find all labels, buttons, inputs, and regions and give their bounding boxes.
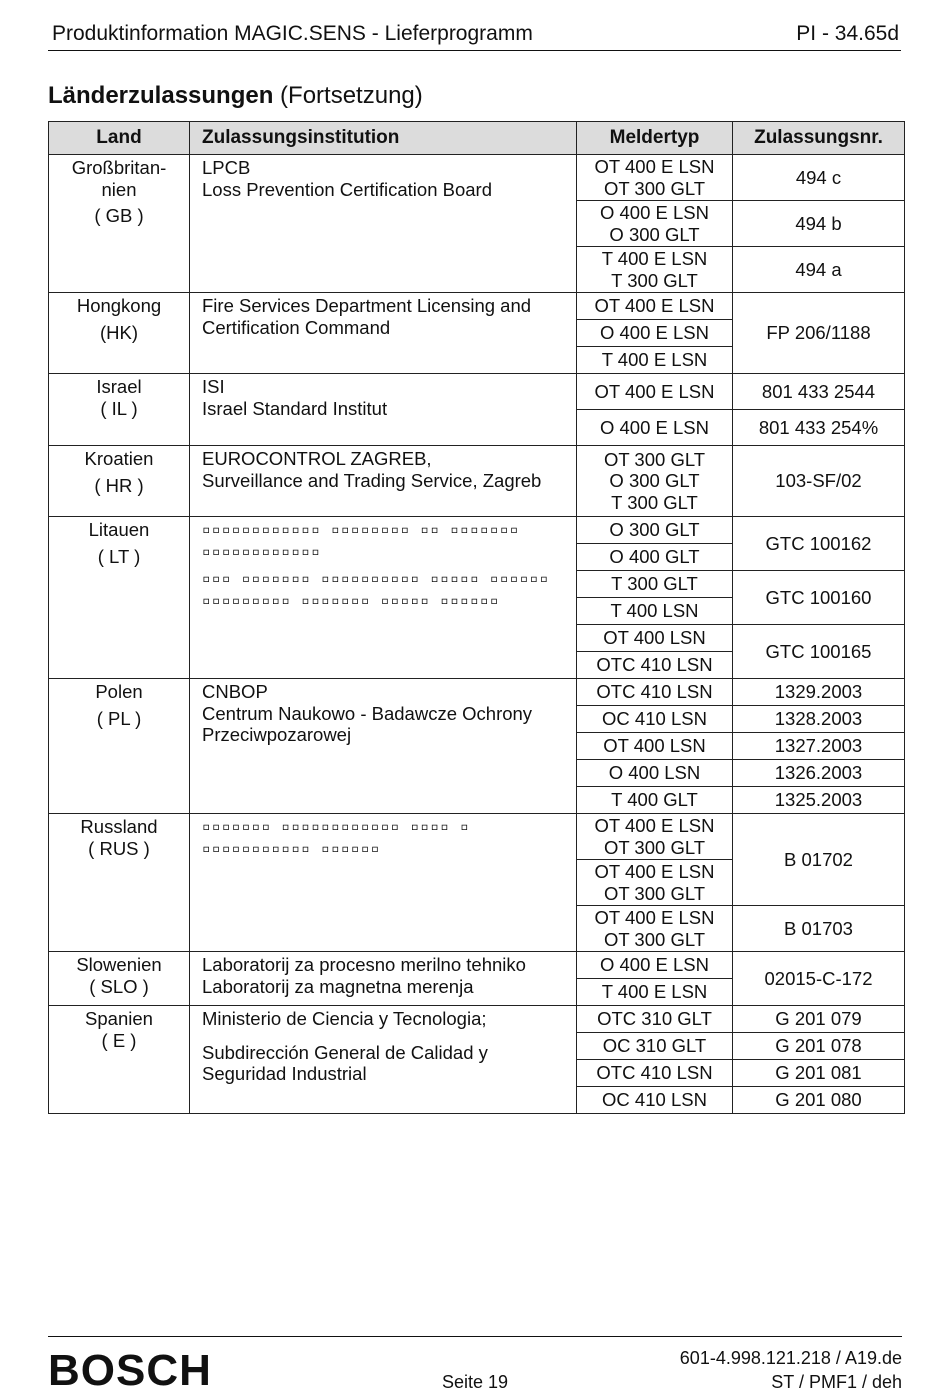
table-row bbox=[49, 517, 905, 544]
country-name: Hongkong bbox=[76, 295, 162, 316]
approval-number: 494 c bbox=[733, 155, 905, 201]
detector-type: OTC 410 LSN bbox=[577, 679, 733, 706]
detector-type: OT 400 E LSN bbox=[577, 293, 733, 320]
institution-line: Certification Command bbox=[202, 316, 391, 338]
institution-line: ▫▫▫▫▫▫▫ ▫▫▫▫▫▫▫▫▫▫▫▫ ▫▫▫▫ ▫ bbox=[202, 819, 471, 835]
approval-number: G 201 080 bbox=[733, 1087, 905, 1114]
institution-cell bbox=[190, 679, 577, 814]
detector-type: O 300 GLT bbox=[609, 223, 700, 245]
table-header-row bbox=[49, 122, 905, 155]
country-name: Slowenien bbox=[76, 954, 162, 975]
country-name-cont: nien bbox=[101, 178, 137, 200]
institution-line: Seguridad Industrial bbox=[202, 1063, 367, 1084]
document-number: 601-4.998.121.218 / A19.de bbox=[679, 1348, 902, 1368]
approval-number: FP 206/1188 bbox=[733, 293, 905, 374]
institution-line: Loss Prevention Certification Board bbox=[202, 178, 492, 200]
approval-number: 1326.2003 bbox=[733, 760, 905, 787]
institution-line: LPCB bbox=[202, 157, 251, 178]
section-title bbox=[48, 82, 423, 110]
section-title-bold: Länderzulassungen bbox=[48, 82, 274, 109]
table-row bbox=[49, 952, 905, 979]
table-row bbox=[49, 293, 905, 320]
detector-type: T 400 E LSN bbox=[601, 248, 708, 269]
detector-type-cell bbox=[577, 247, 733, 293]
institution-line: ISI bbox=[202, 376, 225, 397]
table-row bbox=[49, 446, 905, 517]
column-header-approval-number: Zulassungsnr. bbox=[733, 122, 905, 155]
detector-type: T 400 LSN bbox=[577, 598, 733, 625]
detector-type: O 300 GLT bbox=[609, 470, 700, 492]
detector-type: OTC 310 GLT bbox=[577, 1006, 733, 1033]
approval-number: 1327.2003 bbox=[733, 733, 905, 760]
institution-line: Przeciwpozarowej bbox=[202, 724, 352, 745]
approval-number: 02015-C-172 bbox=[733, 952, 905, 1006]
detector-type: O 400 LSN bbox=[577, 760, 733, 787]
approval-number: 1328.2003 bbox=[733, 706, 905, 733]
detector-type: OT 300 GLT bbox=[603, 836, 706, 858]
detector-type: OC 410 LSN bbox=[577, 1087, 733, 1114]
detector-type: OT 400 E LSN bbox=[577, 374, 733, 410]
detector-type-cell bbox=[577, 906, 733, 952]
institution-cell bbox=[190, 814, 577, 952]
approval-number: 801 433 254% bbox=[733, 410, 905, 446]
detector-type: T 400 E LSN bbox=[577, 979, 733, 1006]
institution-line: ▫▫▫▫▫▫▫▫▫▫▫ ▫▫▫▫▫▫ bbox=[202, 841, 381, 857]
footer-divider bbox=[48, 1336, 902, 1337]
institution-line: Surveillance and Trading Service, Zagreb bbox=[202, 469, 542, 491]
approval-number: B 01702 bbox=[733, 814, 905, 906]
country-code: (HK) bbox=[99, 321, 139, 343]
institution-line: Centrum Naukowo - Badawcze Ochrony bbox=[202, 702, 533, 724]
institution-line: ▫▫▫▫▫▫▫▫▫▫▫▫ ▫▫▫▫▫▫▫▫ ▫▫ ▫▫▫▫▫▫▫ bbox=[202, 522, 520, 538]
country-cell bbox=[49, 679, 190, 814]
institution-line: ▫▫▫▫▫▫▫▫▫▫▫▫ bbox=[202, 544, 322, 560]
country-name: Russland bbox=[80, 816, 158, 837]
country-name: Großbritan- bbox=[71, 157, 167, 178]
institution-cell bbox=[190, 293, 577, 374]
detector-type: O 400 E LSN bbox=[599, 202, 709, 223]
country-cell bbox=[49, 814, 190, 952]
detector-type: OT 400 E LSN bbox=[594, 815, 715, 836]
country-code: ( SLO ) bbox=[89, 975, 149, 997]
page-number: Seite 19 bbox=[442, 1372, 509, 1392]
table-row bbox=[49, 1006, 905, 1033]
detector-type-cell bbox=[577, 860, 733, 906]
institution-cell bbox=[190, 446, 577, 517]
detector-type-cell bbox=[577, 155, 733, 201]
column-header-detector-type: Meldertyp bbox=[577, 122, 733, 155]
detector-type: OT 400 E LSN bbox=[594, 861, 715, 882]
detector-type: OT 300 GLT bbox=[603, 448, 706, 470]
detector-type: T 300 GLT bbox=[577, 571, 733, 598]
detector-type: T 400 E LSN bbox=[577, 347, 733, 374]
institution-line: Israel Standard Institut bbox=[202, 397, 388, 419]
approval-number: G 201 079 bbox=[733, 1006, 905, 1033]
approval-number: G 201 078 bbox=[733, 1033, 905, 1060]
approval-number: GTC 100160 bbox=[733, 571, 905, 625]
institution-cell bbox=[190, 374, 577, 446]
detector-type: OT 400 E LSN bbox=[594, 156, 715, 177]
country-cell bbox=[49, 517, 190, 679]
table-row bbox=[49, 374, 905, 410]
institution-cell bbox=[190, 517, 577, 679]
header-doc-id: PI - 34.65d bbox=[796, 22, 899, 45]
country-cell bbox=[49, 293, 190, 374]
page-header bbox=[48, 20, 901, 51]
country-name: Litauen bbox=[88, 519, 150, 540]
approval-number: 801 433 2544 bbox=[733, 374, 905, 410]
country-code: ( IL ) bbox=[100, 397, 138, 419]
institution-line: Ministerio de Ciencia y Tecnologia; bbox=[202, 1008, 487, 1029]
approval-number: 1329.2003 bbox=[733, 679, 905, 706]
country-code: ( PL ) bbox=[96, 707, 142, 729]
institution-cell bbox=[190, 1006, 577, 1114]
approval-number: GTC 100165 bbox=[733, 625, 905, 679]
detector-type: O 400 E LSN bbox=[577, 410, 733, 446]
detector-type: OT 300 GLT bbox=[603, 928, 706, 950]
detector-type: OTC 410 LSN bbox=[577, 1060, 733, 1087]
institution-cell bbox=[190, 952, 577, 1006]
detector-type: O 400 GLT bbox=[577, 544, 733, 571]
detector-type: OT 400 LSN bbox=[577, 625, 733, 652]
detector-type: OTC 410 LSN bbox=[577, 652, 733, 679]
institution-cell bbox=[190, 155, 577, 293]
detector-type: O 400 E LSN bbox=[577, 320, 733, 347]
table-row bbox=[49, 155, 905, 201]
approval-number: B 01703 bbox=[733, 906, 905, 952]
detector-type: O 300 GLT bbox=[577, 517, 733, 544]
institution-line: Fire Services Department Licensing and bbox=[202, 295, 532, 316]
detector-type: T 400 GLT bbox=[577, 787, 733, 814]
document-department: ST / PMF1 / deh bbox=[771, 1372, 902, 1392]
header-title: Produktinformation MAGIC.SENS - Lieferprogramm bbox=[52, 22, 533, 45]
table-row bbox=[49, 679, 905, 706]
table-row bbox=[49, 814, 905, 860]
approval-number: GTC 100162 bbox=[733, 517, 905, 571]
institution-line: Subdirección General de Calidad y bbox=[202, 1041, 488, 1063]
detector-type: OT 400 LSN bbox=[577, 733, 733, 760]
country-cell bbox=[49, 374, 190, 446]
detector-type: T 300 GLT bbox=[611, 269, 698, 291]
institution-line: ▫▫▫ ▫▫▫▫▫▫▫ ▫▫▫▫▫▫▫▫▫▫ ▫▫▫▫▫ ▫▫▫▫▫▫ bbox=[202, 571, 550, 587]
institution-line: Laboratorij za magnetna merenja bbox=[202, 975, 474, 997]
country-name: Israel bbox=[96, 376, 142, 397]
country-name: Polen bbox=[95, 681, 143, 702]
country-code: ( RUS ) bbox=[88, 837, 150, 859]
detector-type: T 300 GLT bbox=[611, 491, 698, 513]
column-header-land: Land bbox=[49, 122, 190, 155]
institution-line: CNBOP bbox=[202, 681, 268, 702]
detector-type-cell bbox=[577, 814, 733, 860]
detector-type-cell bbox=[577, 446, 733, 517]
country-cell bbox=[49, 1006, 190, 1114]
detector-type: OT 400 E LSN bbox=[594, 907, 715, 928]
detector-type-cell bbox=[577, 201, 733, 247]
institution-line: Laboratorij za procesno merilno tehniko bbox=[202, 954, 526, 975]
country-code: ( HR ) bbox=[94, 474, 144, 496]
country-cell bbox=[49, 155, 190, 293]
detector-type: OC 310 GLT bbox=[577, 1033, 733, 1060]
approval-number: 494 a bbox=[733, 247, 905, 293]
approval-number: G 201 081 bbox=[733, 1060, 905, 1087]
column-header-institution: Zulassungsinstitution bbox=[190, 122, 577, 155]
approvals-table bbox=[48, 121, 905, 1114]
country-code: ( GB ) bbox=[94, 205, 144, 226]
country-cell bbox=[49, 446, 190, 517]
bosch-logo: BOSCH bbox=[48, 1346, 212, 1395]
country-cell bbox=[49, 952, 190, 1006]
detector-type: OT 300 GLT bbox=[603, 882, 706, 904]
country-name: Kroatien bbox=[84, 448, 154, 469]
approval-number: 103-SF/02 bbox=[733, 446, 905, 517]
detector-type: O 400 E LSN bbox=[577, 952, 733, 979]
institution-line: EUROCONTROL ZAGREB, bbox=[202, 448, 432, 469]
country-name: Spanien bbox=[85, 1008, 153, 1029]
detector-type: OT 300 GLT bbox=[603, 177, 706, 199]
institution-line: ▫▫▫▫▫▫▫▫▫ ▫▫▫▫▫▫▫ ▫▫▫▫▫ ▫▫▫▫▫▫ bbox=[202, 593, 500, 609]
detector-type: OC 410 LSN bbox=[577, 706, 733, 733]
country-code: ( E ) bbox=[101, 1029, 137, 1051]
country-code: ( LT ) bbox=[97, 545, 141, 567]
section-title-suffix: (Fortsetzung) bbox=[280, 82, 423, 109]
approval-number: 1325.2003 bbox=[733, 787, 905, 814]
approval-number: 494 b bbox=[733, 201, 905, 247]
